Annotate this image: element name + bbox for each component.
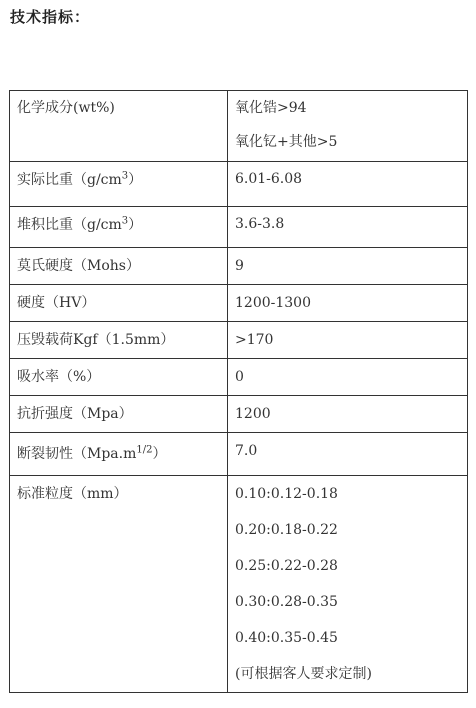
row-value-fracture-toughness	[228, 433, 468, 476]
row-value-line: 氧化钇+其他>5	[235, 134, 338, 150]
label-text: 堆积比重（g/cm	[17, 217, 122, 233]
row-value-line: 1200-1300	[235, 295, 311, 311]
row-label-water-absorption	[10, 359, 228, 396]
label-text: ）	[152, 446, 167, 462]
table-row	[10, 285, 468, 322]
row-value-line: 0	[235, 369, 244, 385]
row-value-bulk-density	[228, 207, 468, 248]
row-value-true-density	[228, 162, 468, 207]
row-label-standard-grain-size	[10, 476, 228, 693]
row-label-text: 吸水率（%）	[17, 369, 101, 385]
table-row	[10, 433, 468, 476]
superscript: 3	[121, 170, 129, 182]
row-label-text	[17, 207, 227, 243]
row-value-line: 6.01-6.08	[235, 171, 303, 187]
row-value-line: 0.40:0.35-0.45	[235, 630, 338, 646]
row-value-chemical-composition	[228, 91, 468, 162]
row-value-line: >170	[235, 332, 274, 348]
row-label-text: 化学成分(wt%)	[17, 100, 115, 116]
section-heading: 技术指标：	[10, 8, 91, 26]
row-label-bulk-density	[10, 207, 228, 248]
row-label-text: 抗折强度（Mpa）	[17, 406, 133, 422]
row-value-hardness-hv	[228, 285, 468, 322]
table-row	[10, 396, 468, 433]
row-label-text	[17, 162, 227, 198]
row-value-standard-grain-size	[228, 476, 468, 693]
row-value-line: 0.10:0.12-0.18	[235, 486, 338, 502]
row-label-fracture-toughness	[10, 433, 228, 476]
row-value-line: 0.20:0.18-0.22	[235, 522, 338, 538]
row-label-true-density	[10, 162, 228, 207]
row-value-line: 0.30:0.28-0.35	[235, 594, 338, 610]
table-row	[10, 359, 468, 396]
table-row	[10, 322, 468, 359]
technical-spec-table	[9, 90, 468, 693]
row-value-water-absorption	[228, 359, 468, 396]
table-row	[10, 248, 468, 285]
row-value-crush-load	[228, 322, 468, 359]
row-label-text: 压毁载荷Kgf（1.5mm）	[17, 332, 175, 348]
row-label-text: 硬度（HV）	[17, 295, 96, 311]
row-label-text	[17, 433, 227, 469]
label-text: 断裂韧性（Mpa.m	[17, 446, 137, 462]
row-value-line: 3.6-3.8	[235, 216, 285, 232]
table-row	[10, 476, 468, 693]
row-label-mohs-hardness	[10, 248, 228, 285]
row-value-line: (可根据客人要求定制)	[235, 666, 372, 682]
superscript: 1/2	[136, 444, 153, 456]
row-label-chemical-composition	[10, 91, 228, 162]
label-text: 实际比重（g/cm	[17, 172, 122, 188]
table-row	[10, 162, 468, 207]
row-label-crush-load	[10, 322, 228, 359]
row-label-hardness-hv	[10, 285, 228, 322]
table-row	[10, 91, 468, 162]
label-text: ）	[128, 217, 143, 233]
row-value-line: 1200	[235, 406, 271, 422]
superscript: 3	[121, 215, 129, 227]
row-value-line: 9	[235, 258, 244, 274]
row-value-line: 0.25:0.22-0.28	[235, 558, 338, 574]
row-label-text: 标准粒度（mm）	[17, 486, 128, 502]
row-label-text: 莫氏硬度（Mohs）	[17, 258, 140, 274]
row-label-flexural-strength	[10, 396, 228, 433]
row-value-line: 7.0	[235, 443, 258, 459]
row-value-mohs-hardness	[228, 248, 468, 285]
table-row	[10, 207, 468, 248]
label-text: ）	[128, 172, 143, 188]
row-value-line: 氧化锆>94	[235, 100, 307, 116]
row-value-flexural-strength	[228, 396, 468, 433]
